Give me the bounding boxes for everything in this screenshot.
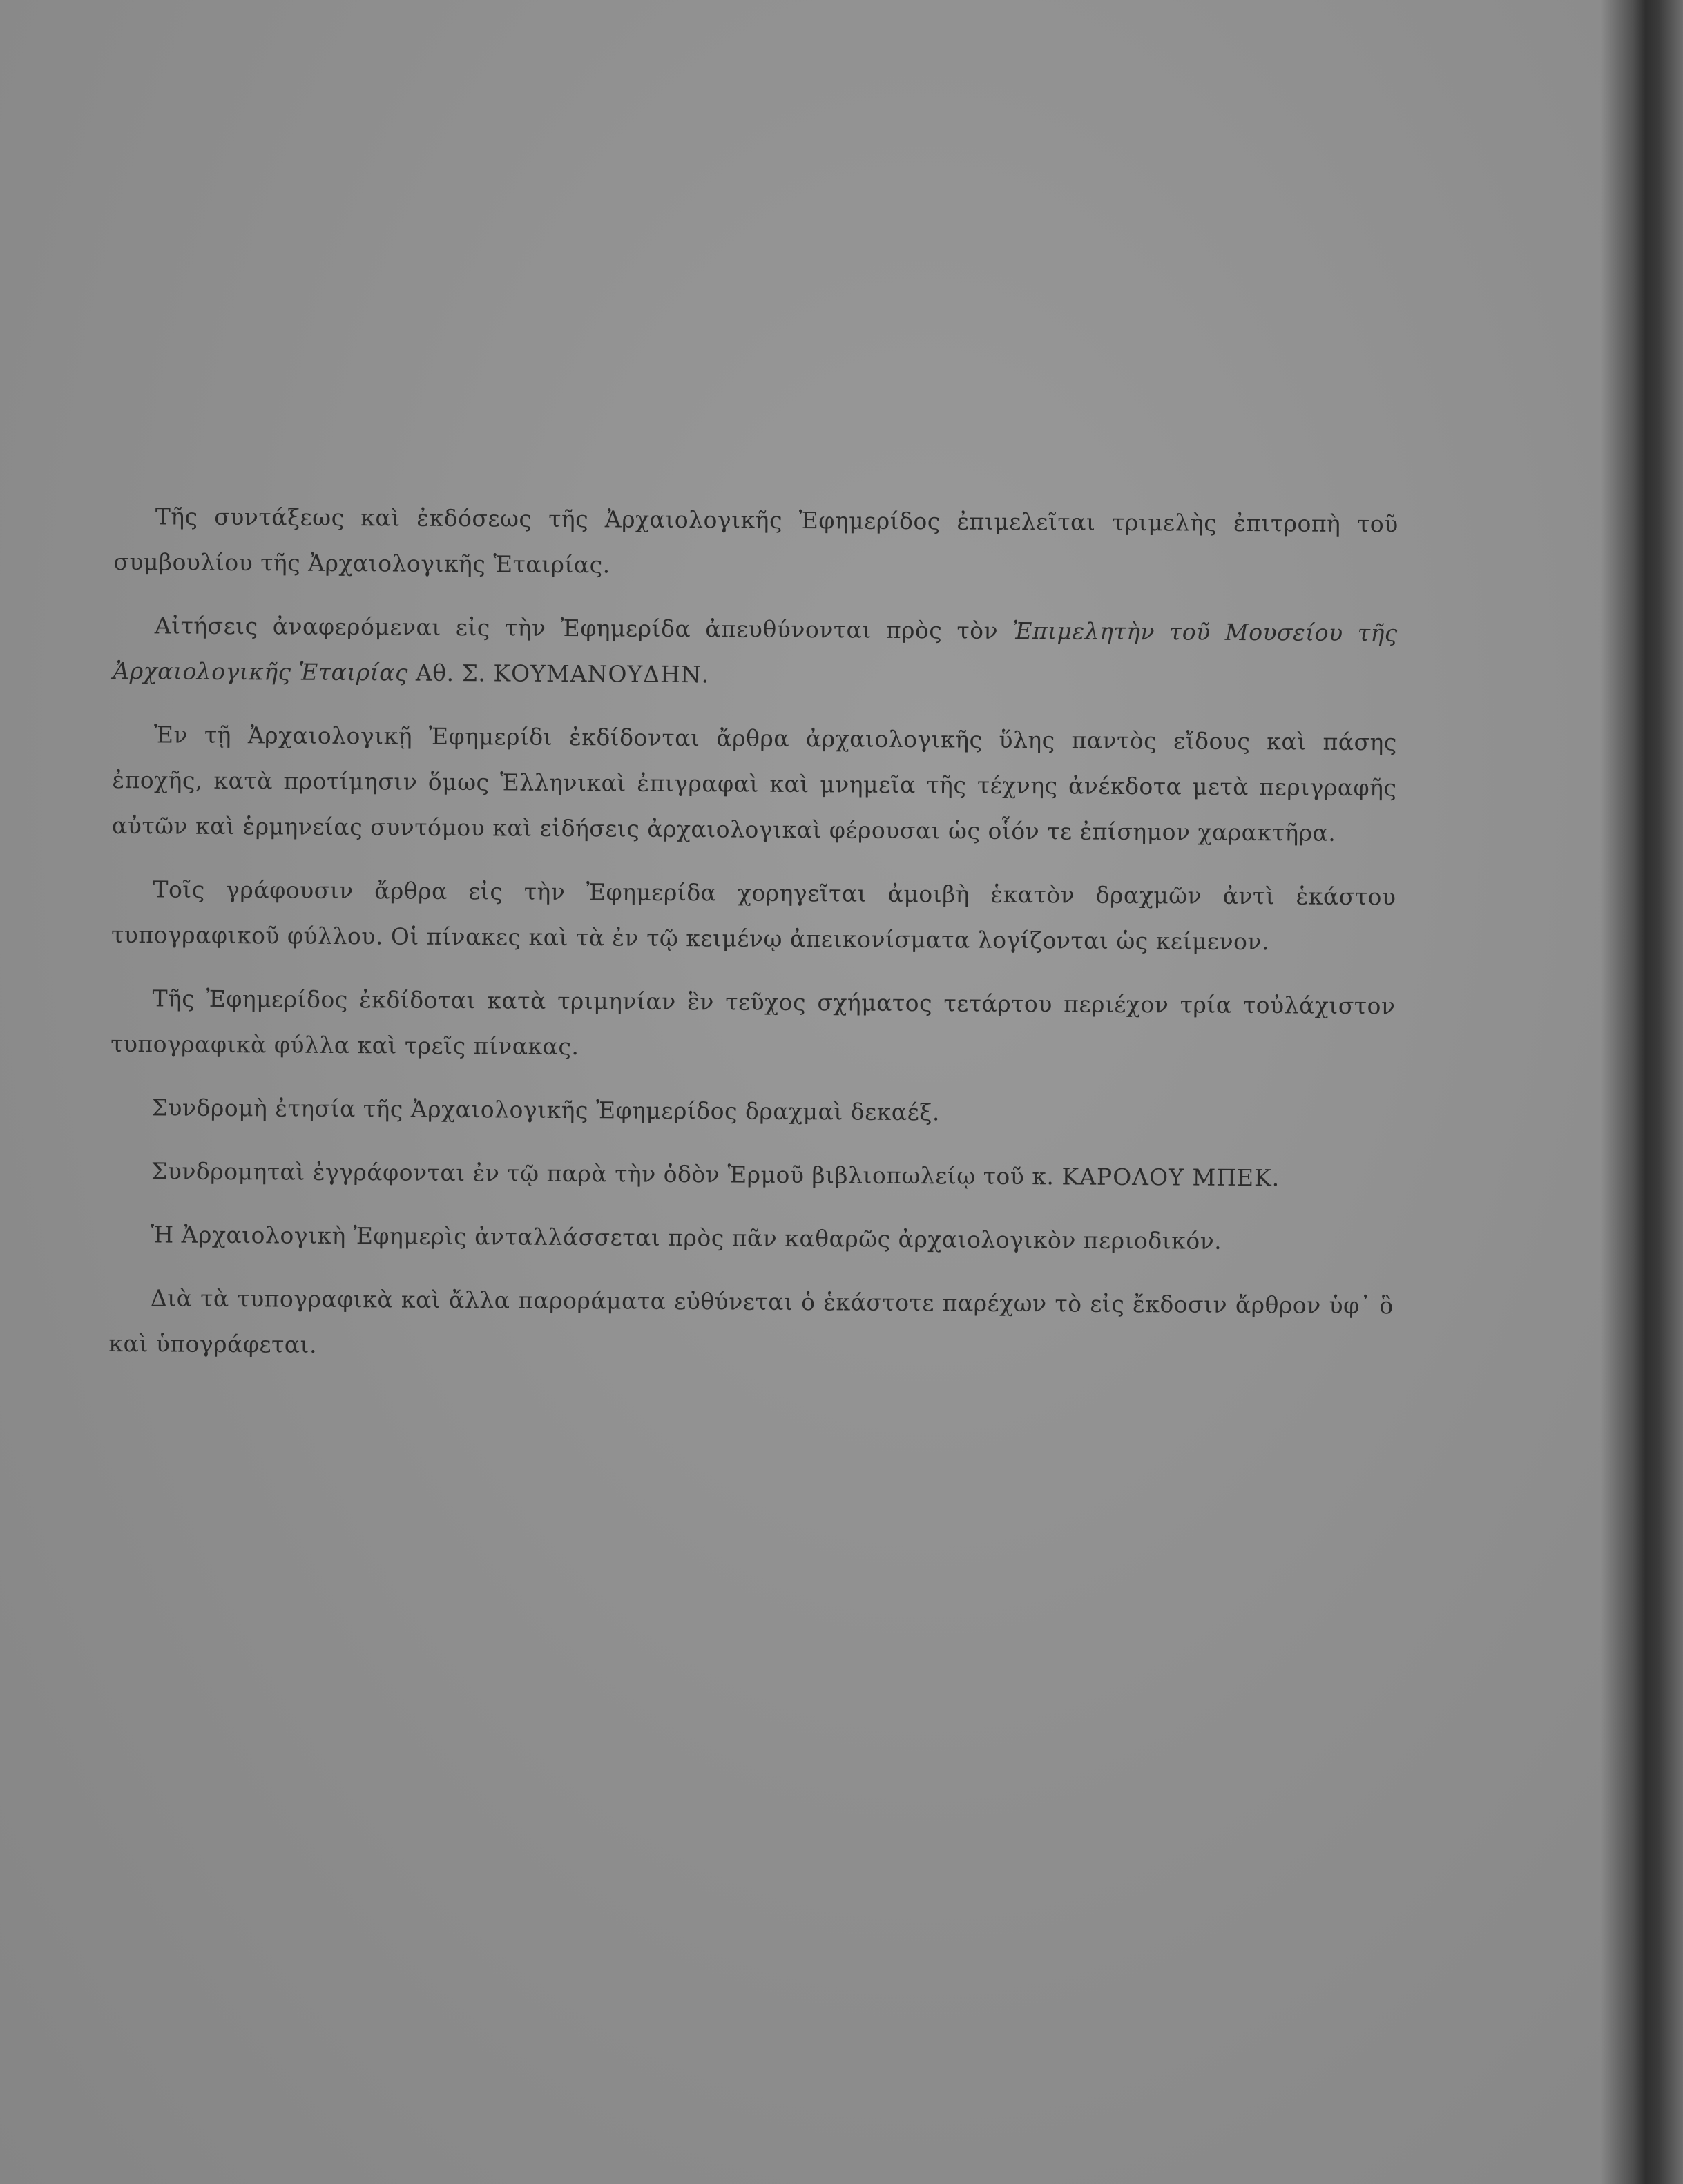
paragraph-text: Τοῖς γράφουσιν ἄρθρα εἰς τὴν Ἐφημερίδα χορηγεῖται ἀμοιβὴ ἑκατὸν δραχμῶν ἀντὶ ἑκάστου τυπογραφικοῦ φύλλου. Οἱ πίνακες καὶ τὰ ἐν τῷ κειμένῳ ἀπεικονίσματα λογίζονται ὡς κείμενον. (110, 876, 1396, 956)
paragraph-author-fees (111, 867, 1396, 965)
paragraph-text: Συνδρομηταὶ ἐγγράφονται ἐν τῷ παρὰ τὴν ὁδὸν Ἑρμοῦ βιβλιοπωλείῳ τοῦ κ. (151, 1157, 1062, 1190)
bookshop-name: ΚΑΡΟΛΟΥ ΜΠΕΚ. (1061, 1163, 1280, 1192)
paragraph-subscription-registration (110, 1148, 1394, 1201)
paragraph-text: Αἰτήσεις ἀναφερόμεναι εἰς τὴν Ἐφημερίδα ἀπευθύνονται πρὸς τὸν (154, 612, 1013, 644)
paragraph-text: Ἐν τῇ Ἀρχαιολογικῇ Ἐφημερίδι ἐκδίδονται ἄρθρα ἀρχαιολογικῆς ὕλης παντὸς εἴδους καὶ πάσης ἐποχῆς, κατὰ προτίμησιν ὅμως Ἑλληνικαὶ ἐπιγραφαὶ καὶ μνημεῖα τῆς τέχνης ἀνέκδοτα μετὰ περιγραφῆς αὐτῶν καὶ ἑρμηνείας συντόμου καὶ εἰδήσεις ἀρχαιολογικαὶ φέρουσαι ὡς οἷόν τε ἐπίσημον χαρακτῆρα. (111, 721, 1397, 847)
paragraph-errata-responsibility (108, 1275, 1394, 1374)
paragraph-text: Αθ. Σ. (407, 659, 494, 687)
paragraph-text: Τῆς συντάξεως καὶ ἐκδόσεως τῆς Ἀρχαιολογικῆς Ἐφημερίδος ἐπιμελεῖται τριμελὴς ἐπιτροπὴ τοῦ συμβουλίου τῆς Ἀρχαιολογικῆς Ἑταιρίας. (113, 503, 1398, 579)
paragraph-text: Διὰ τὰ τυπογραφικὰ καὶ ἄλλα παροράματα εὐθύνεται ὁ ἑκάστοτε παρέχων τὸ εἰς ἔκδοσιν ἄρθρον ὑφ᾽ ὃ καὶ ὑπογράφεται. (108, 1284, 1394, 1358)
paragraph-text: Τῆς Ἐφημερίδος ἐκδίδοται κατὰ τριμηνίαν ἓν τεῦχος σχήματος τετάρτου περιέχον τρία τοὐλάχιστον τυπογραφικὰ φύλλα καὶ τρεῖς πίνακας. (110, 985, 1396, 1061)
curator-name: ΚΟΥΜΑΝΟΥΔΗΝ. (493, 659, 710, 688)
editorial-notice-text (108, 494, 1398, 1392)
paragraph-content-scope (112, 712, 1397, 856)
curator-title-italic: Ἐπιμελητὴν τοῦ Μουσείου τῆς Ἀρχαιολογικῆς Ἑταιρίας (113, 617, 1398, 686)
binding-gutter-shadow (1600, 0, 1683, 2184)
paragraph-exchange (109, 1212, 1394, 1265)
paragraph-subscription-price (110, 1085, 1394, 1138)
paragraph-text: Ἡ Ἀρχαιολογικὴ Ἐφημερὶς ἀνταλλάσσεται πρὸς πᾶν καθαρῶς ἀρχαιολογικὸν περιοδικόν. (151, 1221, 1222, 1255)
paragraph-editorial-committee (113, 494, 1398, 592)
paragraph-text: Συνδρομὴ ἐτησία τῆς Ἀρχαιολογικῆς Ἐφημερίδος δραχμαὶ δεκαέξ. (151, 1094, 941, 1126)
paragraph-publication-schedule (110, 976, 1396, 1074)
paragraph-requests (113, 603, 1398, 702)
